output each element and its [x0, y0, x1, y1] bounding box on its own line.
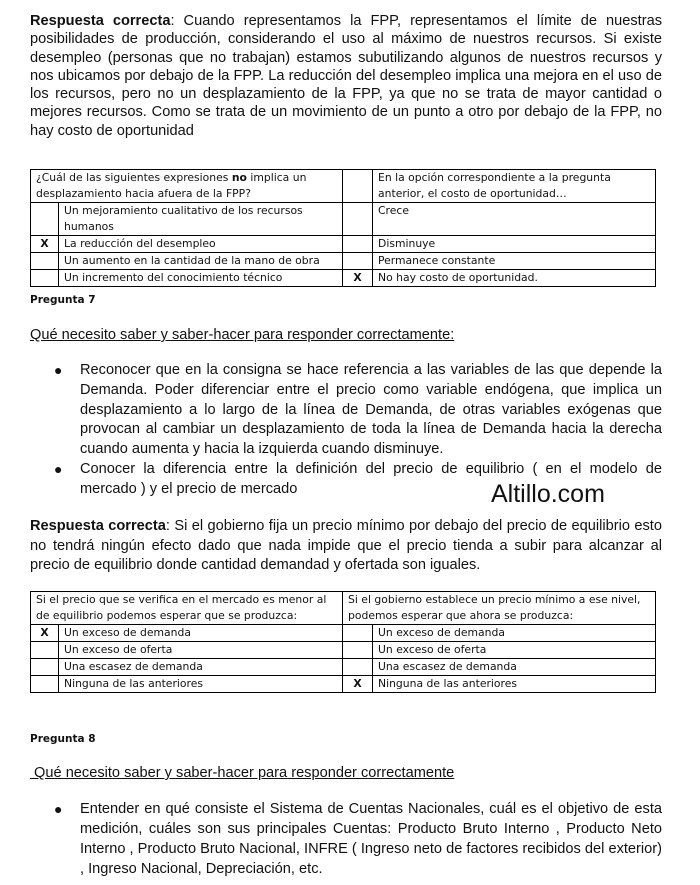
table-row — [31, 203, 656, 236]
table-header-row — [31, 170, 656, 203]
table-header-mark — [343, 170, 373, 203]
list-item: ● Entender en qué consiste el Sistema de Cuentas Nacionales, cuál es el objetivo de esta medición, cuáles son sus principales Cuentas: Producto Bruto Interno , Producto Neto Interno , Producto Bruto Nacional, INFRE ( Ingreso neto de factores recibidos del exterior) , Ingreso Nacional, Depreciación, etc. — [54, 801, 662, 877]
table-row — [31, 676, 656, 693]
table-row — [31, 236, 656, 253]
section-heading-q8: Qué necesito saber y saber-hacer para responder correctamente — [30, 765, 455, 781]
mark-cell: X — [343, 676, 373, 693]
list-item: ● Conocer la diferencia entre la definición del precio de equilibrio ( en el modelo de mercado ) y el precio de mercado — [54, 460, 662, 497]
mark-cell — [31, 642, 59, 659]
table-header-left: ¿Cuál de las siguientes expresiones no implica un desplazamiento hacia afuera de la FPP? — [31, 170, 343, 203]
table-row — [31, 659, 656, 676]
bullet-list-q8 — [30, 799, 662, 879]
answer-label: Respuesta correcta — [30, 13, 171, 29]
bullet-icon: ● — [54, 362, 63, 378]
question-table-fpp — [30, 169, 656, 287]
mark-cell — [343, 625, 373, 642]
section-heading-q7: Qué necesito saber y saber-hacer para responder correctamente: — [30, 327, 455, 343]
mark-cell — [31, 253, 59, 270]
answer-paragraph-precio — [30, 517, 662, 576]
option-cell: Crece — [373, 203, 656, 236]
answer-paragraph-fpp — [30, 12, 662, 140]
table-header-left: Si el precio que se verifica en el mercado es menor al de equilibrio podemos esperar que se produzca: — [31, 592, 343, 625]
watermark-logo: Altillo.com — [491, 480, 605, 508]
question-number-8: Pregunta 8 — [30, 733, 96, 745]
option-cell: Una escasez de demanda — [59, 659, 343, 676]
answer-text: : Cuando representamos la FPP, representamos el límite de nuestras posibilidades de producción, considerando el uso al máximo de nuestros recursos. Si existe desempleo (personas que no trabajan) estamos subutilizando algunos de nuestros recursos y nos ubicamos por debajo de la FPP. La reducción del desempleo implica una mejora en el uso de los recursos, pero no un desplazamiento de la FPP, ya que no se trata de mayor cantidad o mejores recursos. Como se trata de un movimiento de un punto a otro por debajo de la FPP, no hay costo de oportunidad — [30, 13, 662, 139]
option-cell: Ninguna de las anteriores — [59, 676, 343, 693]
question-number-7: Pregunta 7 — [30, 294, 96, 306]
option-cell: Un exceso de demanda — [373, 625, 656, 642]
table-row — [31, 625, 656, 642]
option-cell: Un exceso de demanda — [59, 625, 343, 642]
option-cell: Un exceso de oferta — [59, 642, 343, 659]
mark-cell — [31, 659, 59, 676]
mark-cell — [343, 642, 373, 659]
table-row — [31, 253, 656, 270]
mark-cell: X — [343, 270, 373, 287]
option-cell: Un mejoramiento cualitativo de los recursos humanos — [59, 203, 343, 236]
table-header-row — [31, 592, 656, 625]
mark-cell: X — [31, 625, 59, 642]
list-item: ● Reconocer que en la consigna se hace referencia a las variables de las que depende la Demanda. Poder diferenciar entre el precio como variable endógena, que implica un desplazamiento a lo largo de la línea de Demanda, de otras variables exógenas que provocan al cambiar un desplazamiento de toda la línea de Demanda hacia la derecha cuando aumenta y hacia la izquierda cuando disminuye. — [54, 362, 662, 458]
option-cell: Un exceso de oferta — [373, 642, 656, 659]
table-row — [31, 270, 656, 287]
option-cell: Permanece constante — [373, 253, 656, 270]
option-cell: Un incremento del conocimiento técnico — [59, 270, 343, 287]
mark-cell — [31, 203, 59, 236]
option-cell: Disminuye — [373, 236, 656, 253]
mark-cell — [31, 270, 59, 287]
mark-cell — [343, 236, 373, 253]
table-header-right: En la opción correspondiente a la pregunta anterior, el costo de oportunidad… — [373, 170, 656, 203]
table-row — [31, 642, 656, 659]
option-cell: No hay costo de oportunidad. — [373, 270, 656, 287]
question-table-precio — [30, 591, 656, 693]
option-cell: La reducción del desempleo — [59, 236, 343, 253]
option-cell: Un aumento en la cantidad de la mano de obra — [59, 253, 343, 270]
mark-cell — [343, 659, 373, 676]
answer-label: Respuesta correcta — [30, 518, 166, 534]
option-cell: Una escasez de demanda — [373, 659, 656, 676]
table-header-right: Si el gobierno establece un precio mínimo a ese nivel, podemos esperar que ahora se produzca: — [343, 592, 656, 625]
answer-text: : Si el gobierno fija un precio mínimo por debajo del precio de equilibrio esto no tendrá ningún efecto dado que nada impide que el precio tienda a subir para alcanzar al precio de equilibrio donde cantidad demandad y ofertada son iguales. — [30, 518, 662, 573]
bullet-icon: ● — [54, 460, 63, 477]
mark-cell — [343, 203, 373, 236]
option-cell: Ninguna de las anteriores — [373, 676, 656, 693]
bullet-list-q7 — [30, 361, 662, 500]
mark-cell — [31, 676, 59, 693]
mark-cell: X — [31, 236, 59, 253]
mark-cell — [343, 253, 373, 270]
bullet-icon: ● — [54, 801, 63, 817]
